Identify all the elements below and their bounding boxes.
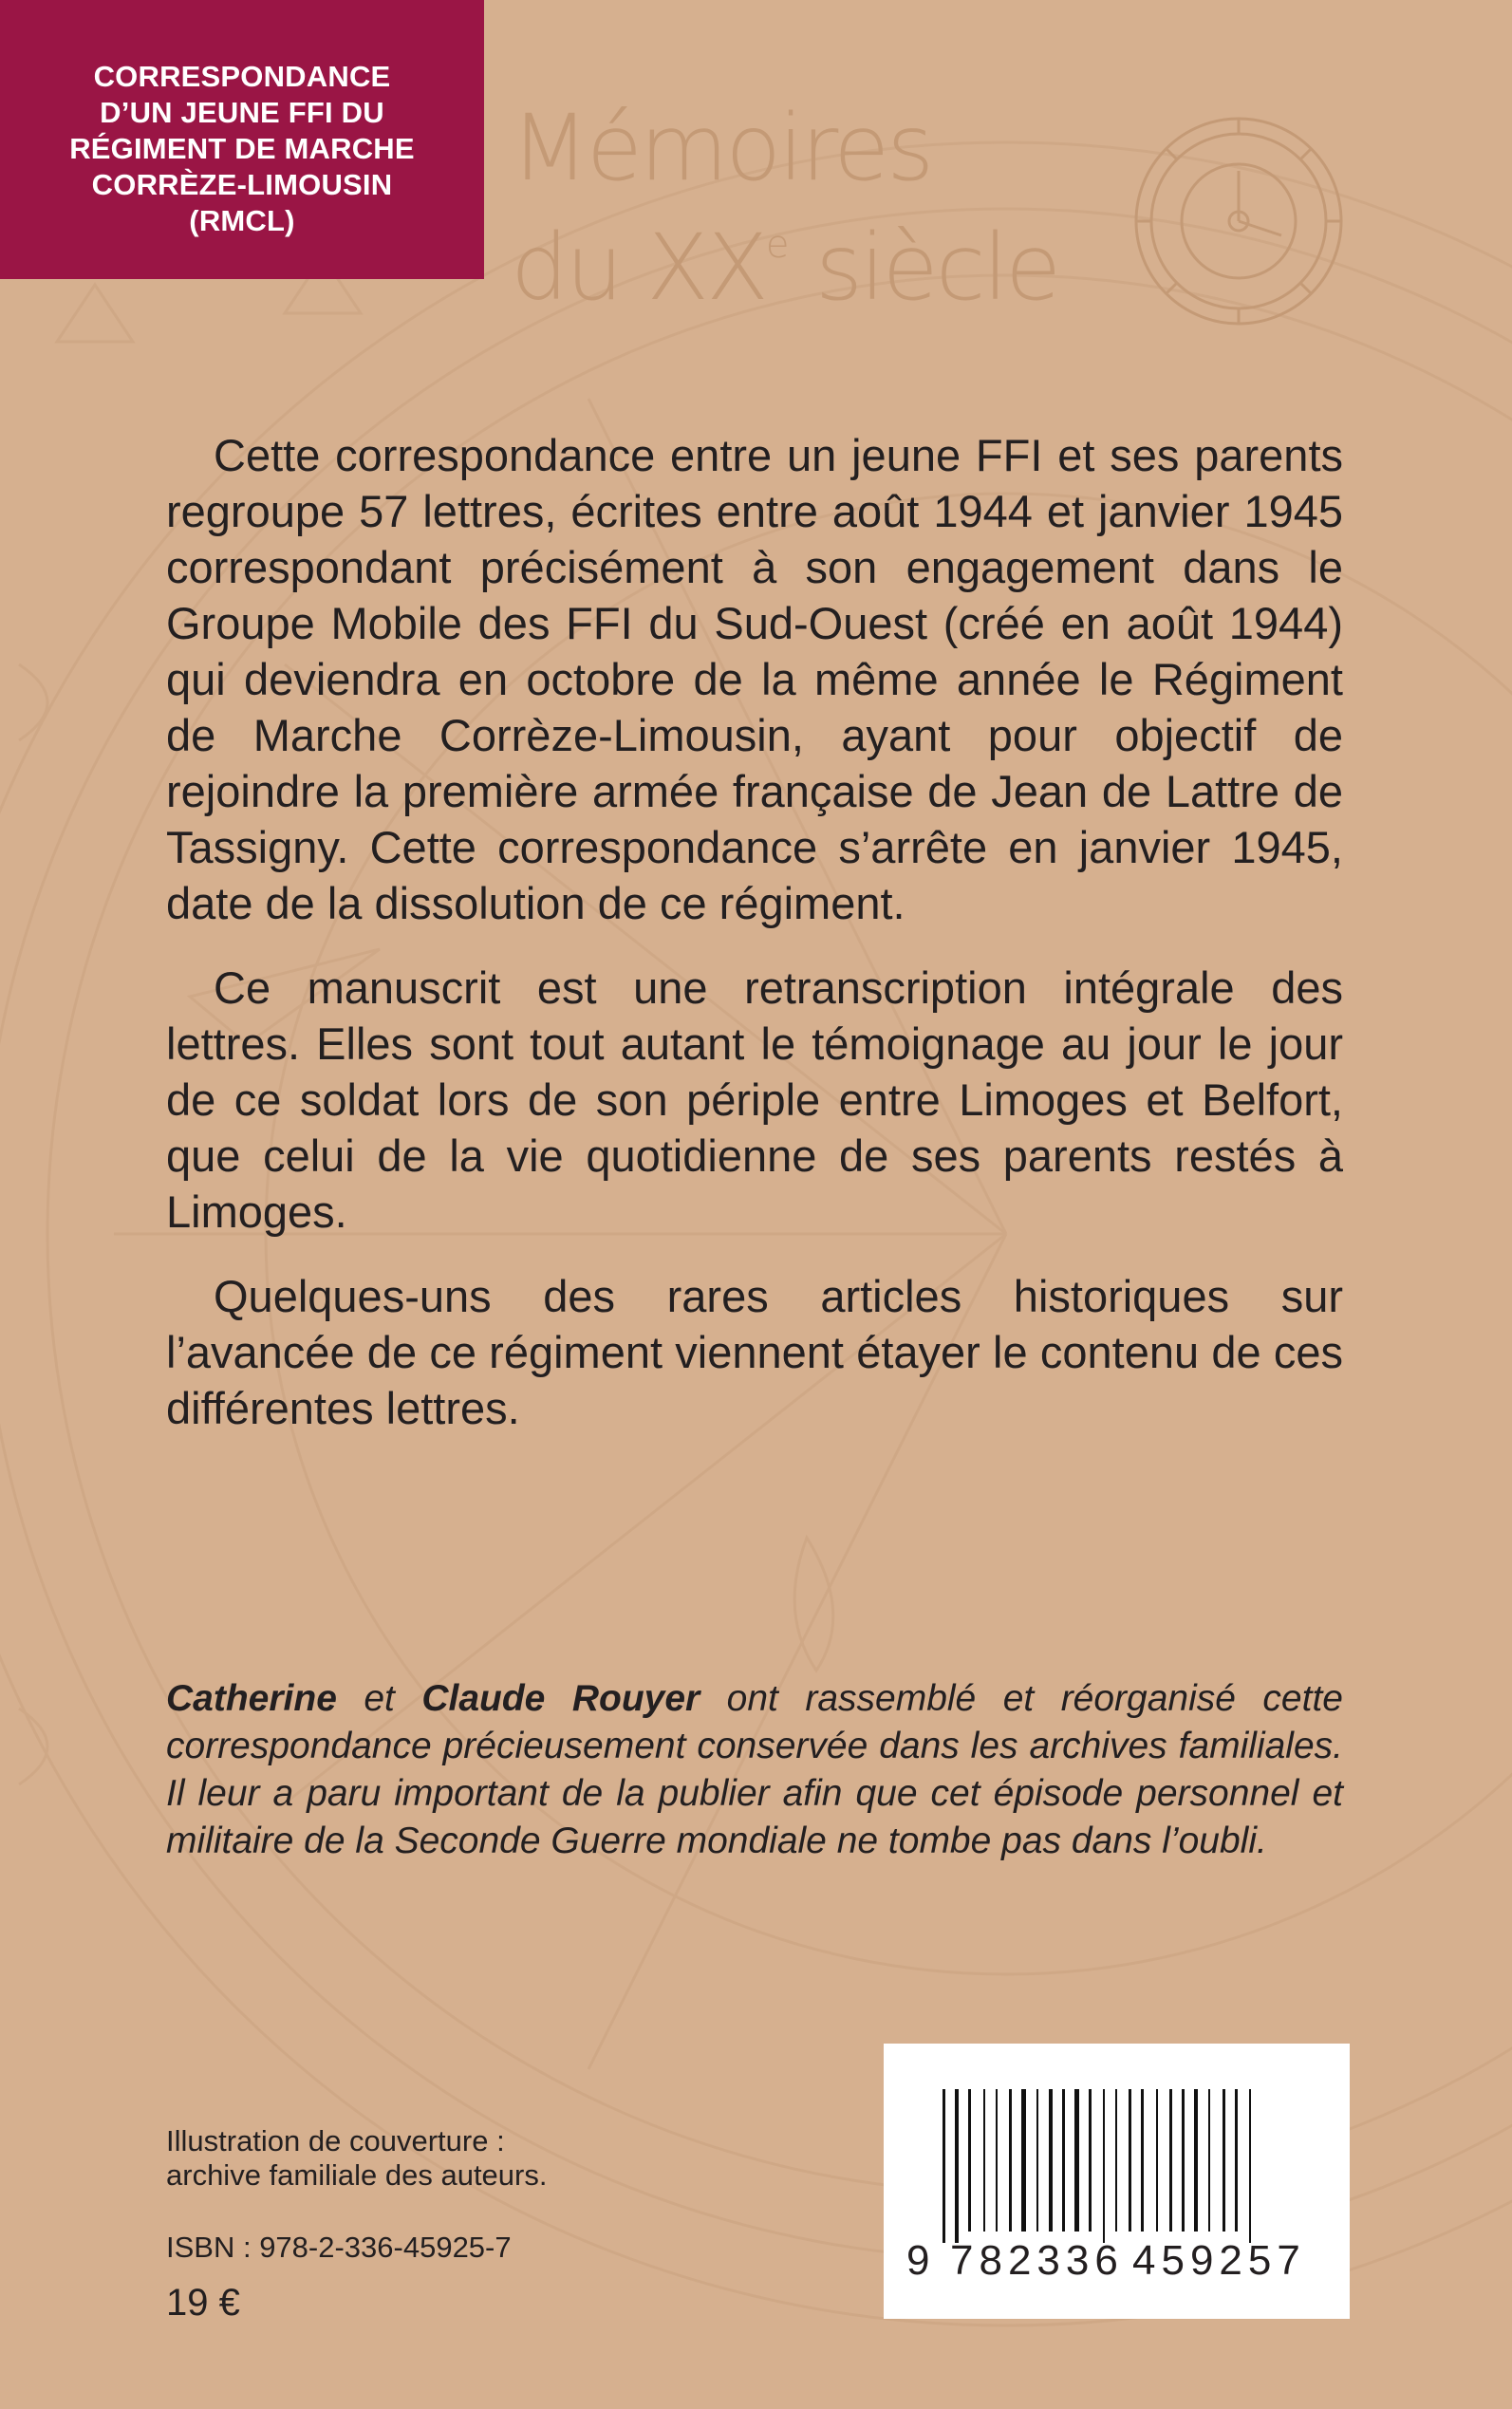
barcode-bar xyxy=(1194,2089,1198,2232)
barcode-bar xyxy=(1223,2089,1225,2232)
collection-line-2-sup: e xyxy=(765,223,790,267)
clock-icon xyxy=(1129,112,1348,330)
barcode-bar xyxy=(1115,2089,1117,2232)
collection-line-2 xyxy=(511,199,1059,321)
barcode-bar xyxy=(1036,2089,1038,2232)
barcode-bar xyxy=(983,2089,985,2232)
credits-line-1: Illustration de couverture : xyxy=(166,2124,505,2157)
barcode-bar xyxy=(1089,2089,1092,2232)
collection-line-1: Mémoires xyxy=(511,95,932,201)
barcode-bar xyxy=(1208,2089,1210,2232)
barcode-bar xyxy=(943,2089,945,2243)
barcode-bar xyxy=(1009,2089,1012,2232)
barcode-bar xyxy=(1141,2089,1144,2232)
barcode-bar xyxy=(1249,2089,1251,2243)
barcode-bar xyxy=(1235,2089,1238,2232)
barcode-bar xyxy=(1049,2089,1053,2232)
cover-credits xyxy=(166,2124,547,2193)
barcode-bar xyxy=(1182,2089,1185,2232)
collection-name xyxy=(511,95,1059,321)
book-title: CORRESPONDANCE D’UN JEUNE FFI DU RÉGIMENT DE MARCHE CORRÈZE-LIMOUSIN (RMCL) xyxy=(69,60,415,237)
barcode xyxy=(884,2044,1350,2319)
barcode-bar xyxy=(1129,2089,1131,2232)
barcode-bar xyxy=(1156,2089,1158,2232)
isbn: ISBN : 978-2-336-45925-7 xyxy=(166,2231,512,2264)
barcode-bar xyxy=(1074,2089,1079,2232)
back-cover-summary xyxy=(166,427,1343,1465)
barcode-bar xyxy=(968,2089,971,2232)
title-banner xyxy=(0,0,484,279)
credits-line-2: archive familiale des auteurs. xyxy=(166,2158,548,2192)
collection-line-2-suffix: siècle xyxy=(789,215,1059,321)
collection-line-2-prefix: du XX xyxy=(511,215,766,321)
summary-paragraph-2: Ce manuscrit est une retranscription intégrale des lettres. Elles sont tout autant le témoignage au jour le jour de ce soldat lors de son périple entre Limoges et Belfort, que celui de la vie quotidienne de ses parents restés à Limoges. xyxy=(166,962,1343,1237)
barcode-bars xyxy=(884,2044,1350,2243)
barcode-bar xyxy=(1062,2089,1065,2232)
summary-paragraph-1: Cette correspondance entre un jeune FFI et ses parents regroupe 57 lettres, écrites entre août 1944 et janvier 1945 correspondant précisément à son engagement dans le Groupe Mobile des FFI du Sud-Ouest (créé en août 1944) qui deviendra en octobre de la même année le Régiment de Marche Corrèze-Limousin, ayant pour objectif de rejoindre la première armée française de Jean de Lattre de Tassigny. Cette correspondance s’arrête en janvier 1945, date de la dissolution de ce régiment. xyxy=(166,430,1343,928)
barcode-bar xyxy=(1103,2089,1105,2243)
barcode-bar xyxy=(1169,2089,1172,2232)
price: 19 € xyxy=(166,2282,240,2324)
barcode-bar xyxy=(955,2089,959,2243)
about-authors-text: ont rassemblé et réorganisé cette correspondance précieusement conservée dans les archives familiales. Il leur a paru important de la publier afin que cet épisode personnel et militaire de la Seconde Guerre mondiale ne tombe pas dans l’oubli. xyxy=(166,1678,1343,1861)
barcode-group-2: 459257 xyxy=(1132,2237,1306,2284)
barcode-lead-digit: 9 xyxy=(906,2237,930,2284)
author-conjunction: et xyxy=(336,1678,422,1719)
about-authors xyxy=(166,1675,1343,1865)
summary-paragraph-3: Quelques-uns des rares articles historiques sur l’avancée de ce régiment viennent étayer le contenu de ces différentes lettres. xyxy=(166,1271,1343,1433)
barcode-bar xyxy=(996,2089,998,2232)
barcode-bar xyxy=(1021,2089,1026,2232)
author-name-1: Catherine xyxy=(166,1678,337,1719)
author-name-2: Claude Rouyer xyxy=(421,1678,700,1719)
barcode-group-1: 782336 xyxy=(950,2237,1124,2284)
